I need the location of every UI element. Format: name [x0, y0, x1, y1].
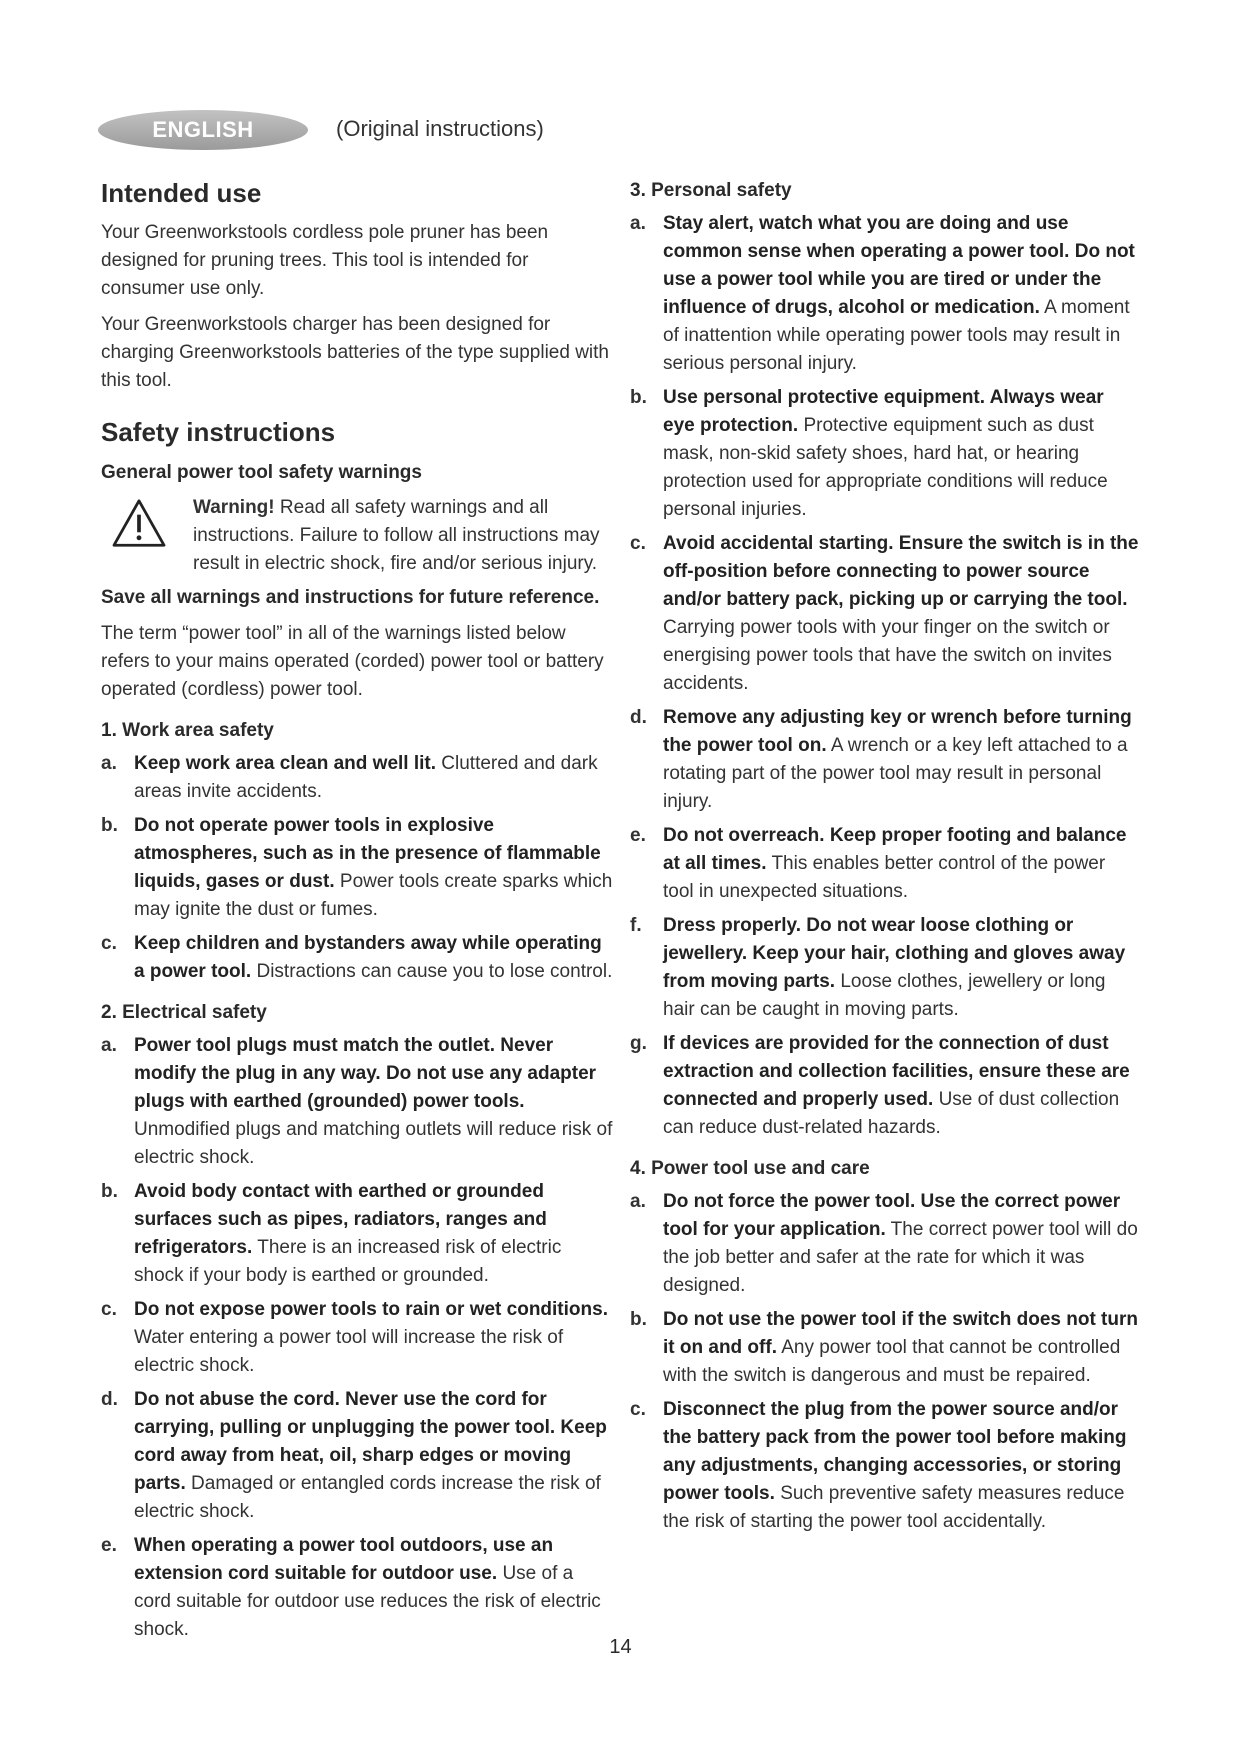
safety-item: b. Avoid body contact with earthed or grounded surfaces such as pipes, radiators, ranges and refrigerators. There is an increased risk of electric shock if your body is earthed or grounded.: [101, 1181, 562, 1286]
safety-item: c. Keep children and bystanders away while operating a power tool. Distractions can cause you to lose control.: [101, 933, 613, 982]
section-title: 4. Power tool use and care: [630, 1158, 870, 1179]
safety-item: a. Stay alert, watch what you are doing and use common sense when operating a power tool. Do not use a power tool while you are tired or under the influence of drugs, alcohol or medication. A moment of inattention while operating power tools may result in serious personal injury.: [630, 213, 1135, 374]
right-column: [630, 178, 1140, 1542]
safety-item: c. Disconnect the plug from the power source and/or the battery pack from the power tool before making any adjustments, changing accessories, or storing power tools. Such preventive safety measures reduce the risk of starting the power tool accidentally.: [630, 1399, 1127, 1532]
safety-item: f. Dress properly. Do not wear loose clothing or jewellery. Keep your hair, clothing and gloves away from moving parts. Loose clothes, jewellery or long hair can be caught in moving parts.: [630, 915, 1126, 1020]
safety-item: d. Do not abuse the cord. Never use the cord for carrying, pulling or unplugging the power tool. Keep cord away from heat, oil, sharp edges or moving parts. Damaged or entangled cords increase the risk of electric shock.: [101, 1389, 607, 1522]
safety-item: d. Remove any adjusting key or wrench before turning the power tool on. A wrench or a key left attached to a rotating part of the power tool may result in personal injury.: [630, 707, 1132, 812]
section-electrical: [101, 1000, 613, 1644]
warning-block: [101, 494, 613, 578]
safety-item: b. Do not use the power tool if the switch does not turn it on and off. Any power tool that cannot be controlled with the switch is dangerous and must be repaired.: [630, 1309, 1138, 1386]
section-work-area: [101, 718, 613, 986]
safety-instructions-title: Safety instructions: [101, 417, 336, 447]
warning-triangle-icon: [111, 498, 167, 548]
intended-use-paragraph: Your Greenworkstools cordless pole pruner has been designed for pruning trees. This tool is intended for consumer use only.: [101, 222, 549, 299]
section-personal: [630, 178, 1140, 1142]
power-tool-term-text: The term “power tool” in all of the warnings listed below refers to your mains operated (corded) power tool or battery operated (cordless) power tool.: [101, 623, 604, 700]
section-title: 3. Personal safety: [630, 180, 792, 201]
language-badge: ENGLISH: [98, 110, 308, 150]
warning-label: Warning!: [193, 497, 275, 518]
safety-item: g. If devices are provided for the connection of dust extraction and collection facilities, ensure these are connected and properly used. Use of dust collection can reduce dust-related hazards.: [630, 1033, 1130, 1138]
safety-item: a. Keep work area clean and well lit. Cluttered and dark areas invite accidents.: [101, 753, 598, 802]
original-instructions-note: (Original instructions): [336, 116, 544, 141]
page-number: 14: [609, 1636, 632, 1658]
intended-use-paragraph: Your Greenworkstools charger has been designed for charging Greenworkstools batteries of the type supplied with this tool.: [101, 314, 609, 391]
safety-item: b. Do not operate power tools in explosive atmospheres, such as in the presence of flammable liquids, gases or dust. Power tools create sparks which may ignite the dust or fumes.: [101, 815, 613, 920]
warning-text: Warning! Read all safety warnings and all instructions. Failure to follow all instructions may result in electric shock, fire and/or serious injury.: [193, 497, 600, 574]
save-warnings-text: Save all warnings and instructions for future reference.: [101, 587, 600, 608]
safety-item: a. Do not force the power tool. Use the correct power tool for your application. The correct power tool will do the job better and safer at the rate for which it was designed.: [630, 1191, 1138, 1296]
section-title: 2. Electrical safety: [101, 1002, 267, 1023]
safety-item: e. When operating a power tool outdoors, use an extension cord suitable for outdoor use. Use of a cord suitable for outdoor use reduces the risk of electric shock.: [101, 1535, 601, 1640]
safety-item: e. Do not overreach. Keep proper footing and balance at all times. This enables better control of the power tool in unexpected situations.: [630, 825, 1127, 902]
section-power-tool-use: [630, 1156, 1140, 1536]
left-column: [101, 178, 613, 1650]
safety-item: c. Do not expose power tools to rain or wet conditions. Water entering a power tool will increase the risk of electric shock.: [101, 1299, 608, 1376]
safety-item: a. Power tool plugs must match the outlet. Never modify the plug in any way. Do not use any adapter plugs with earthed (grounded) power tools. Unmodified plugs and matching outlets will reduce risk of electric shock.: [101, 1035, 613, 1168]
safety-item: b. Use personal protective equipment. Always wear eye protection. Protective equipment such as dust mask, non-skid safety shoes, hard hat, or hearing protection used for appropriate conditions will reduce personal injuries.: [630, 387, 1108, 520]
section-title: 1. Work area safety: [101, 720, 274, 741]
intended-use-title: Intended use: [101, 178, 262, 208]
safety-item: c. Avoid accidental starting. Ensure the switch is in the off-position before connecting to power source and/or battery pack, picking up or carrying the tool. Carrying power tools with your finger on the switch or energising power tools that have the switch on invites accidents.: [630, 533, 1139, 694]
general-warnings-title: General power tool safety warnings: [101, 462, 422, 483]
